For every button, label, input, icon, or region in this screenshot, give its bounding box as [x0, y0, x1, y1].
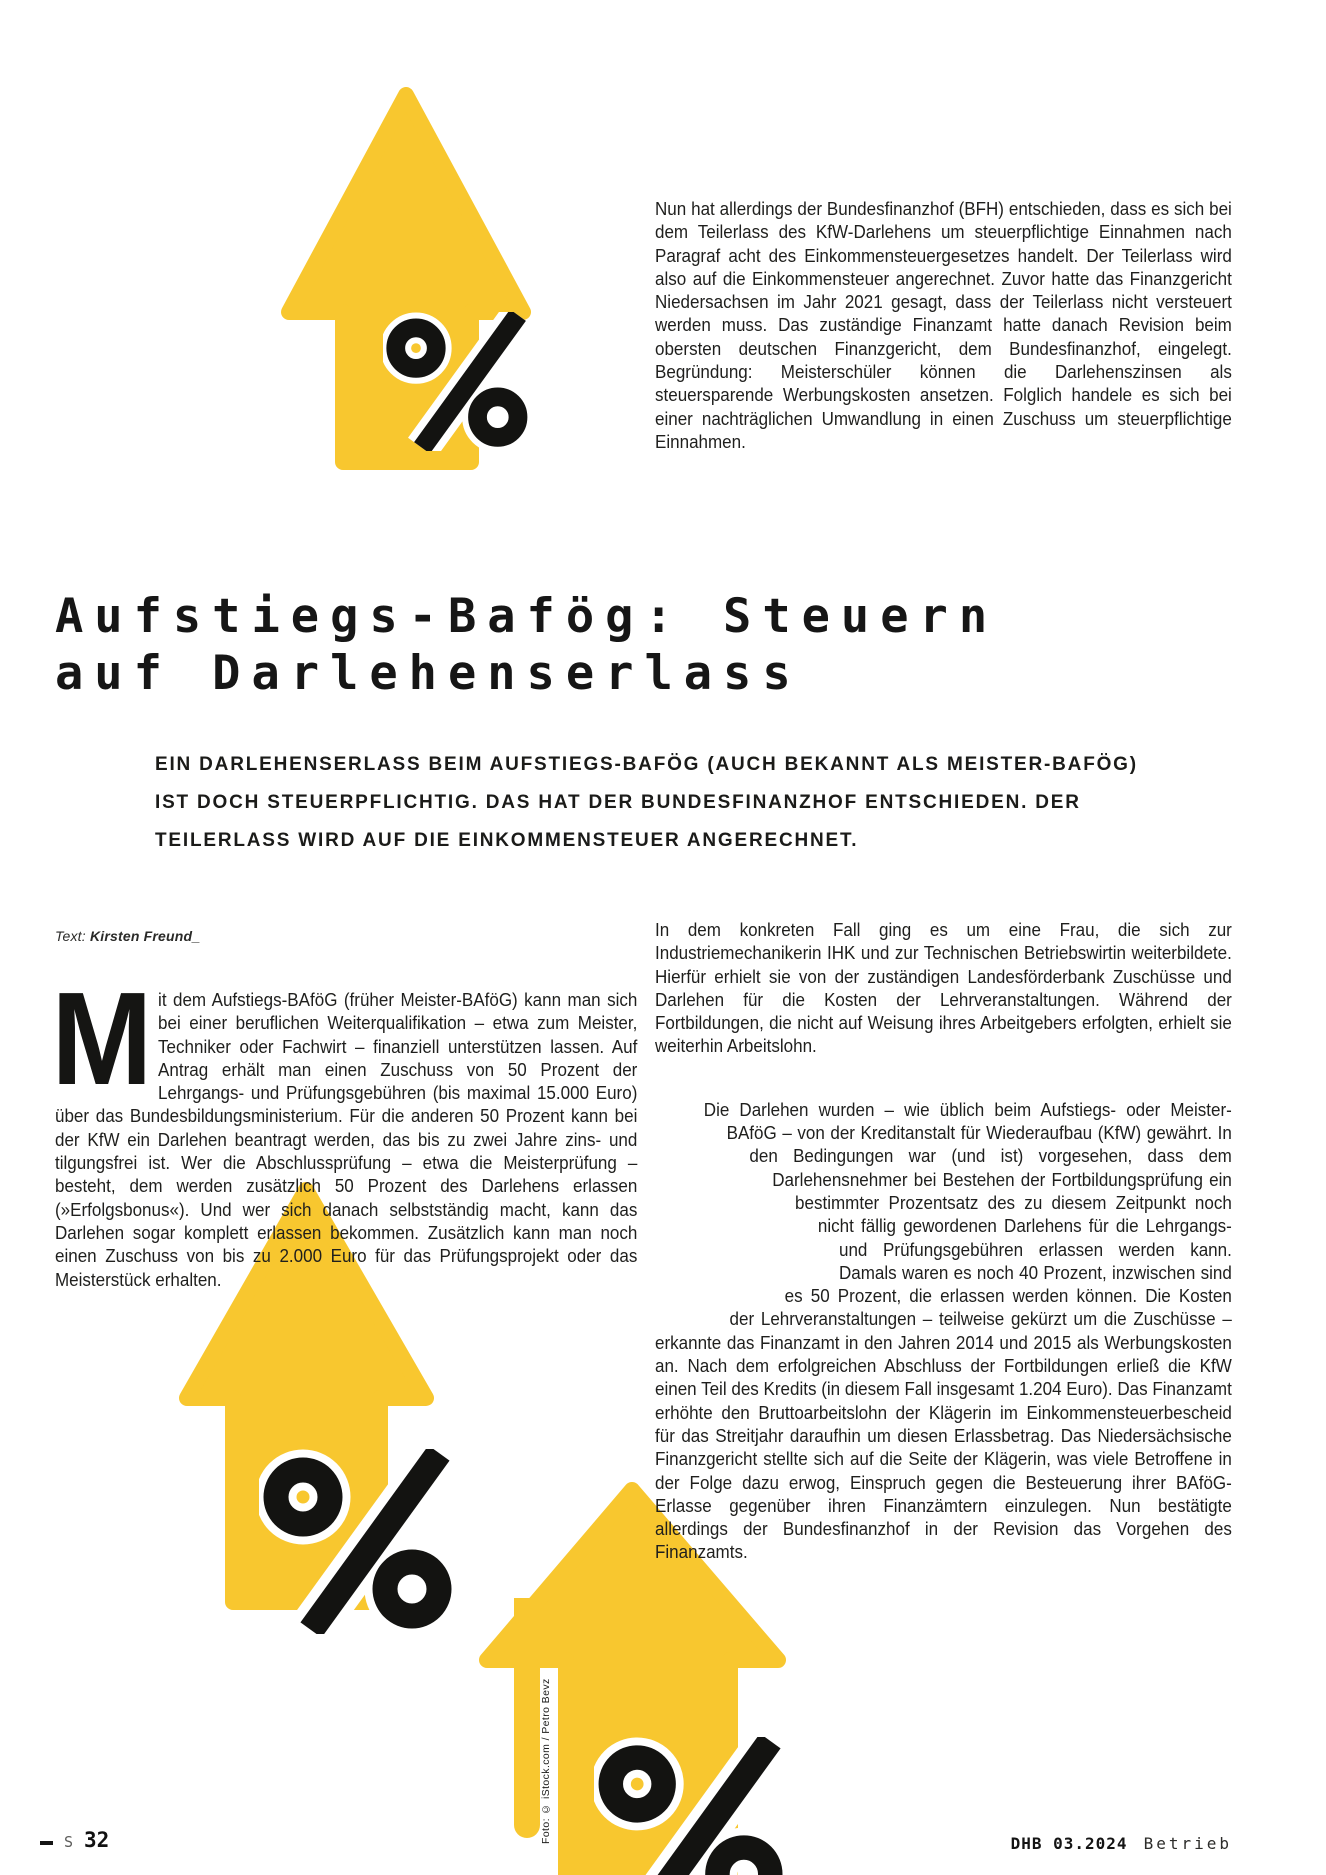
footer-left: [40, 1828, 109, 1852]
deck-line-3: TEILERLASS WIRD AUF DIE EINKOMMENSTEUER ANGERECHNET.: [155, 830, 859, 851]
body-paragraph-text: Die Darlehen wurden – wie üblich beim Aufstiegs- oder Meister-BAföG – von der Kreditanstalt für Wiederaufbau (KfW) gewährt. In den Bedingungen war (und ist) vorgesehen, dass dem Darlehensnehmer bei Bestehen der Fortbildungsprüfung ein bestimmter Prozentsatz des zu diesem Zeitpunkt noch nicht fällig gewordenen Darlehens für die Lehrgangs- und Prüfungsgebühren erlassen werden kann. Damals waren es noch 40 Prozent, inzwischen sind es 50 Prozent, die erlassen werden können. Die Kosten der Lehrveranstaltungen – teilweise gekürzt um die Zuschüsse – erkannte das Finanzamt in den Jahren 2014 und 2015 als Werbungskosten an. Nach dem erfolgreichen Abschluss der Fortbildungen erließ die KfW einen Teil des Kredits (in diesem Fall insgesamt 1.204 Euro). Das Finanzamt erhöhte den Bruttoarbeitslohn der Klägerin im Einkommensteuerbescheid für das Streitjahr daraufhin um diesen Erlassbetrag. Das Niedersächsische Finanzgericht stellte sich auf die Seite der Klägerin, was viele Betroffene in der Folge dazu erwog, Einspruch gegen die Besteuerung ihrer BAföG-Erlasse gegenüber ihren Finanzämtern einzulegen. Nun bestätigte allerdings der Bundesfinanzhof in der Revision das Vorgehen des Finanzamts.: [655, 1098, 1232, 1563]
body-column-left: [51, 965, 638, 1291]
footer-right: [1011, 1834, 1232, 1853]
body-paragraph: In dem konkreten Fall ging es um eine Frau, die sich zur Industriemechanikerin IHK und zur Technischen Betriebswirtin weiterbildete. Hierfür erhielt sie von der zuständigen Landesförderbank Zuschüsse und Darlehen für die Kosten der Lehrveranstaltungen. Während der Fortbildungen, die nicht auf Weisung ihres Arbeitgebers erfolgten, erhielt sie weiterhin Arbeitslohn.: [655, 919, 1232, 1057]
byline-label: Text:: [55, 928, 86, 944]
deck-text: [155, 746, 1138, 860]
page-title: [55, 588, 998, 702]
percent-icon: [259, 1449, 459, 1634]
deck-line-1: EIN DARLEHENSERLASS BEIM AUFSTIEGS-BAFÖG (AUCH BEKANNT ALS MEISTER-BAFÖG): [155, 754, 1138, 775]
lead-paragraph: [51, 965, 638, 1291]
headline-line-1: Aufstiegs-Bafög: Steuern: [55, 589, 999, 644]
byline: [55, 928, 200, 944]
body-column-right: [655, 918, 1232, 1743]
arrow-sliver-shape: [514, 1598, 540, 1838]
drop-cap-glyph: M: [51, 965, 149, 1112]
footer-page-prefix: S: [64, 1833, 74, 1851]
body-paragraph: [655, 1098, 1232, 1564]
photo-credit: Foto: © iStock.com / Petro Bevz: [540, 1678, 552, 1844]
percent-icon: [383, 312, 533, 451]
intro-paragraph: Nun hat allerdings der Bundesfinanzhof (BFH) entschieden, dass es sich bei dem Teilerlass des KfW-Darlehens um steuerpflichtige Einnahmen nach Paragraf acht des Einkommensteuergesetzes handelt. Der Teilerlass wird also auf die Einkommensteuer angerechnet. Zuvor hatte das Finanzgericht Niedersachsen im Jahr 2021 gesagt, dass der Teilerlass nicht versteuert werden muss. Das zuständige Finanzamt hatte danach Revision beim obersten deutschen Finanzgericht, dem Bundesfinanzhof, eingelegt. Begründung: Meisterschüler können die Darlehenszinsen als steuersparende Werbungskosten ansetzen. Folglich handele es sich bei einer nachträglichen Umwandlung in einen Zuschuss um steuerpflichtige Einnahmen.: [655, 198, 1232, 452]
footer-tick-mark: [40, 1841, 53, 1845]
footer-section-label: Betrieb: [1143, 1834, 1232, 1853]
byline-author: Kirsten Freund_: [89, 928, 201, 944]
lead-paragraph-text: it dem Aufstiegs-BAföG (früher Meister-BAföG) kann man sich bei einer beruflichen Weiterqualifikation – etwa zum Meister, Techniker oder Fachwirt – finanziell unterstützen lassen. Auf Antrag erhält man einen Zuschuss von 50 Prozent der Lehrgangs- und Prüfungsgebühren (bis maximal 15.000 Euro) über das Bundesbildungsministerium. Für die anderen 50 Prozent kann bei der KfW ein Darlehen beantragt werden, das bis zu zwei Jahre zins- und tilgungsfrei ist. Wer die Abschlussprüfung – etwa die Meisterprüfung – besteht, dem werden zusätzlich 50 Prozent des Darlehens erlassen (»Erfolgsbonus«). Und wer sich danach selbstständig macht, kann das Darlehen sogar komplett erlassen bekommen. Zusätzlich kann man noch einen Zuschuss von bis zu 2.000 Euro für das Prüfungsprojekt oder das Meisterstück erhalten.: [55, 989, 638, 1290]
percent-icon: [594, 1737, 790, 1875]
footer-issue-label: DHB 03.2024: [1010, 1834, 1128, 1853]
headline-line-2: auf Darlehenserlass: [55, 646, 802, 701]
drop-cap: [51, 965, 158, 1112]
deck-line-2: IST DOCH STEUERPFLICHTIG. DAS HAT DER BUNDESFINANZHOF ENTSCHIEDEN. DER: [155, 792, 1081, 813]
footer-page-number: 32: [84, 1828, 110, 1852]
